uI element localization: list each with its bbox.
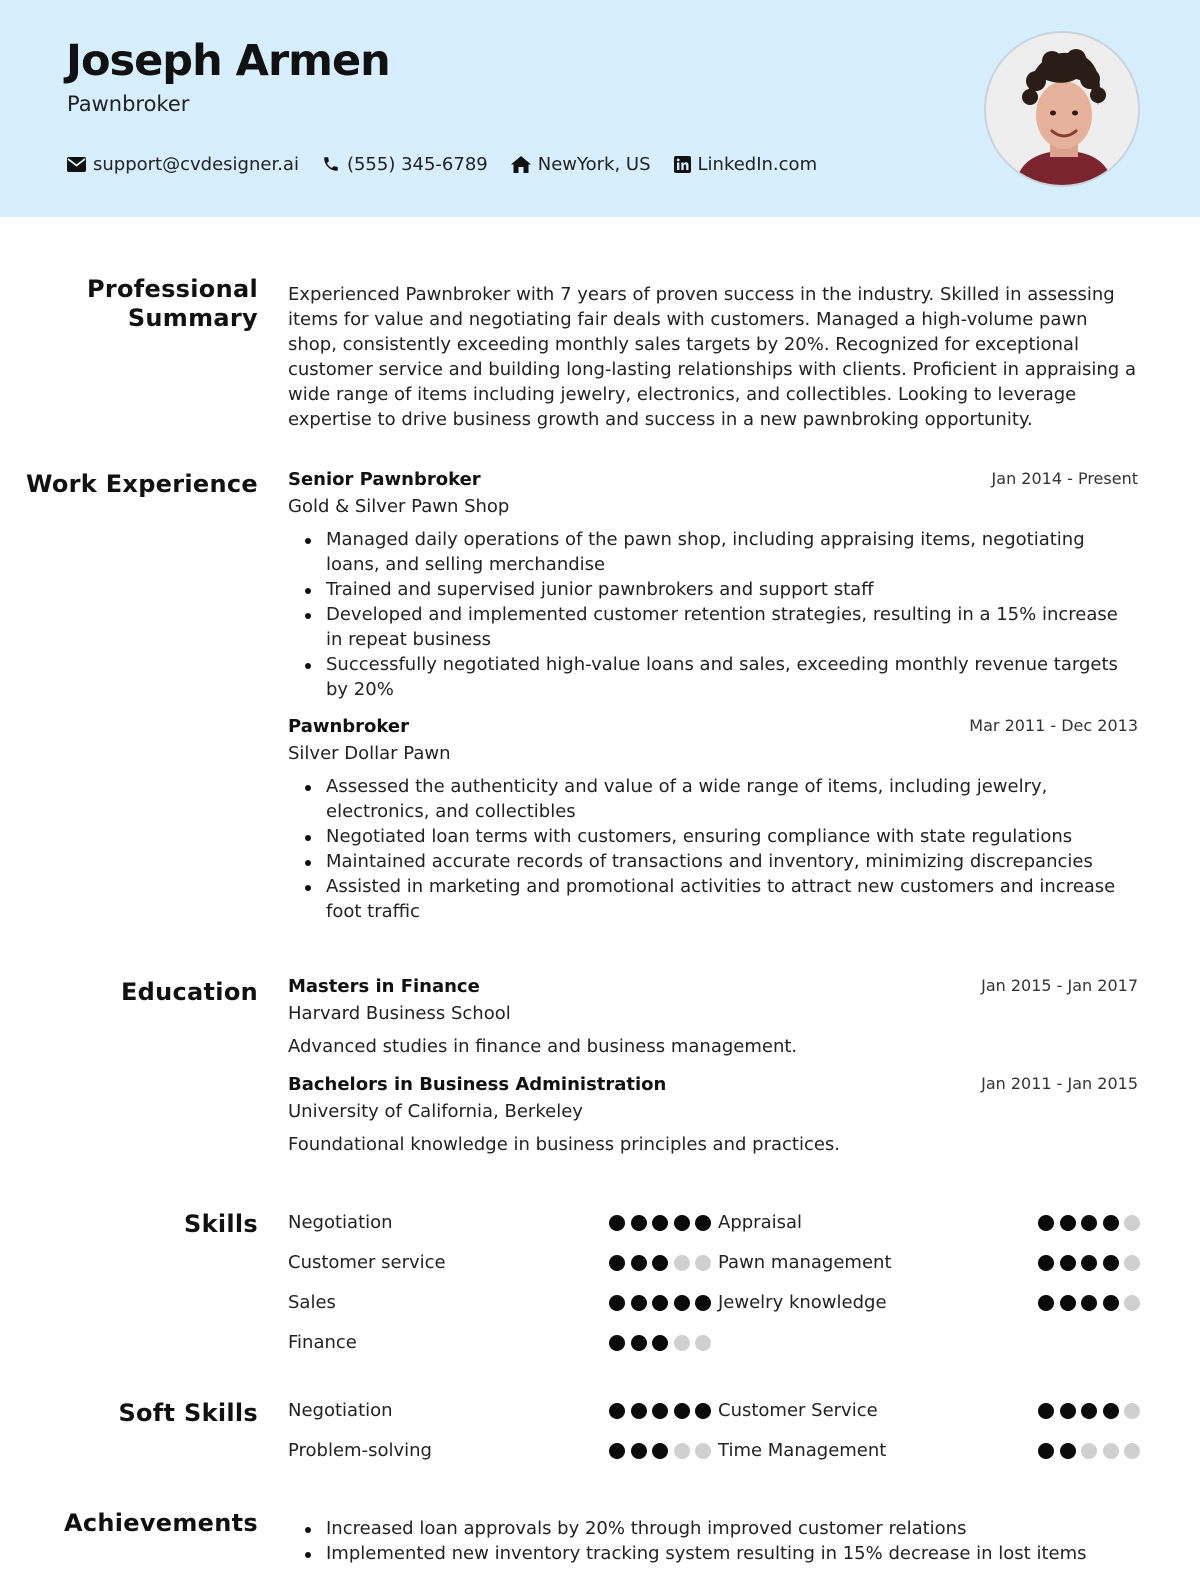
rating-dot-empty (1124, 1295, 1140, 1311)
skill-name: Negotiation (288, 1212, 393, 1233)
rating-dot-filled (1103, 1403, 1119, 1419)
job-dates: Mar 2011 - Dec 2013 (969, 716, 1138, 735)
rating-dot-empty (674, 1335, 690, 1351)
rating-dot-filled (674, 1403, 690, 1419)
section-title-skills: Skills (183, 1210, 258, 1238)
skill-name: Sales (288, 1292, 336, 1313)
rating-dot-filled (1060, 1443, 1076, 1459)
linkedin-icon (674, 156, 691, 173)
rating-dot-filled (1103, 1215, 1119, 1231)
rating-dot-filled (1060, 1295, 1076, 1311)
location-text: NewYork, US (537, 153, 651, 175)
rating-dot-empty (1124, 1255, 1140, 1271)
soft-skill-rating (609, 1443, 717, 1459)
rating-dot-filled (652, 1215, 668, 1231)
rating-dot-filled (674, 1295, 690, 1311)
education-entry (288, 976, 1138, 1059)
degree-title: Masters in Finance (288, 976, 480, 997)
rating-dot-filled (1038, 1443, 1054, 1459)
rating-dot-filled (652, 1255, 668, 1271)
rating-dot-filled (631, 1295, 647, 1311)
skill-rating (1038, 1295, 1146, 1311)
achievement-item: Increased loan approvals by 20% through improved customer relations (326, 1516, 1138, 1541)
rating-dot-filled (609, 1215, 625, 1231)
rating-dot-filled (1038, 1295, 1054, 1311)
rating-dot-empty (695, 1255, 711, 1271)
skill-name: Jewelry knowledge (718, 1292, 887, 1313)
school-name: University of California, Berkeley (288, 1101, 583, 1122)
degree-dates: Jan 2015 - Jan 2017 (981, 976, 1138, 995)
school-name: Harvard Business School (288, 1003, 511, 1024)
rating-dot-filled (1038, 1255, 1054, 1271)
skill-name: Pawn management (718, 1252, 892, 1273)
rating-dot-filled (1060, 1403, 1076, 1419)
experience-entry (288, 469, 1138, 702)
education-entry (288, 1074, 1138, 1157)
soft-skill-name: Negotiation (288, 1400, 393, 1421)
rating-dot-filled (1103, 1255, 1119, 1271)
rating-dot-filled (652, 1403, 668, 1419)
profile-photo-illustration (986, 33, 1140, 187)
soft-skill-name: Time Management (718, 1440, 887, 1461)
email-text: support@cvdesigner.ai (93, 153, 299, 175)
job-bullet: Negotiated loan terms with customers, ensuring compliance with state regulations (326, 824, 1138, 849)
rating-dot-filled (631, 1255, 647, 1271)
rating-dot-filled (631, 1215, 647, 1231)
experience-list (288, 469, 1138, 924)
job-bullet: Assisted in marketing and promotional activities to attract new customers and increase foot traffic (326, 874, 1138, 924)
rating-dot-filled (652, 1335, 668, 1351)
section-title-achievements: Achievements (63, 1509, 258, 1537)
linkedin-text: LinkedIn.com (697, 153, 818, 175)
rating-dot-filled (1081, 1255, 1097, 1271)
contact-bar (67, 151, 840, 177)
skill-rating (1038, 1255, 1146, 1271)
rating-dot-empty (1124, 1443, 1140, 1459)
rating-dot-filled (631, 1335, 647, 1351)
phone-text: (555) 345-6789 (346, 153, 488, 175)
profile-photo (984, 31, 1140, 187)
section-title-experience: Work Experience (25, 470, 258, 498)
skill-rating (609, 1215, 717, 1231)
rating-dot-filled (674, 1215, 690, 1231)
contact-linkedin[interactable] (674, 154, 818, 175)
skill-rating (609, 1335, 717, 1351)
section-title-education: Education (120, 978, 258, 1006)
job-bullet: Managed daily operations of the pawn shop, including appraising items, negotiating loans, and selling merchandise (326, 527, 1138, 577)
candidate-name: Joseph Armen (66, 36, 390, 86)
rating-dot-filled (695, 1295, 711, 1311)
job-dates: Jan 2014 - Present (991, 469, 1138, 488)
envelope-icon (67, 157, 86, 172)
rating-dot-filled (1060, 1215, 1076, 1231)
section-title-summary: Professional Summary (86, 275, 258, 332)
degree-dates: Jan 2011 - Jan 2015 (981, 1074, 1138, 1093)
rating-dot-empty (1124, 1215, 1140, 1231)
job-position: Senior Pawnbroker (288, 469, 481, 490)
job-bullet: Maintained accurate records of transactions and inventory, minimizing discrepancies (326, 849, 1138, 874)
degree-title: Bachelors in Business Administration (288, 1074, 667, 1095)
soft-skill-rating (1038, 1403, 1146, 1419)
rating-dot-filled (1081, 1215, 1097, 1231)
rating-dot-filled (1103, 1295, 1119, 1311)
skills-grid (288, 1210, 1138, 1370)
achievements-list (288, 1516, 1138, 1566)
rating-dot-filled (695, 1403, 711, 1419)
job-position: Pawnbroker (288, 716, 409, 737)
rating-dot-empty (1124, 1403, 1140, 1419)
contact-location (511, 154, 651, 175)
skill-rating (1038, 1215, 1146, 1231)
skill-name: Customer service (288, 1252, 446, 1273)
job-bullet: Developed and implemented customer retention strategies, resulting in a 15% increase in repeat business (326, 602, 1138, 652)
phone-icon (322, 155, 340, 173)
soft-skill-rating (1038, 1443, 1146, 1459)
rating-dot-empty (674, 1443, 690, 1459)
section-title-soft-skills: Soft Skills (118, 1399, 258, 1427)
rating-dot-empty (1081, 1443, 1097, 1459)
summary-text: Experienced Pawnbroker with 7 years of proven success in the industry. Skilled in assessing items for value and negotiating fair deals with customers. Managed a high-volume pawn shop, consistently exceeding monthly sales targets by 20%. Recognized for exceptional customer service and building long-lasting relationships with clients. Proficient in appraising a wide range of items including jewelry, electronics, and collectibles. Looking to leverage expertise to drive business growth and success in a new pawnbroking opportunity. (288, 284, 1136, 430)
rating-dot-filled (609, 1255, 625, 1271)
soft-skill-rating (609, 1403, 717, 1419)
rating-dot-filled (1038, 1215, 1054, 1231)
rating-dot-empty (674, 1255, 690, 1271)
rating-dot-filled (652, 1443, 668, 1459)
job-company: Silver Dollar Pawn (288, 743, 451, 764)
soft-skills-grid (288, 1398, 1138, 1478)
skill-rating (609, 1255, 717, 1271)
job-bullet: Trained and supervised junior pawnbrokers and support staff (326, 577, 1138, 602)
rating-dot-filled (652, 1295, 668, 1311)
rating-dot-filled (609, 1443, 625, 1459)
rating-dot-filled (1038, 1403, 1054, 1419)
soft-skill-name: Problem-solving (288, 1440, 432, 1461)
rating-dot-filled (631, 1443, 647, 1459)
rating-dot-empty (1103, 1443, 1119, 1459)
rating-dot-filled (695, 1215, 711, 1231)
rating-dot-empty (695, 1443, 711, 1459)
rating-dot-filled (1081, 1403, 1097, 1419)
degree-description: Foundational knowledge in business principles and practices. (288, 1134, 841, 1155)
education-list (288, 976, 1138, 1157)
job-bullet: Assessed the authenticity and value of a wide range of items, including jewelry, electronics, and collectibles (326, 774, 1138, 824)
soft-skill-name: Customer Service (718, 1400, 878, 1421)
rating-dot-empty (695, 1335, 711, 1351)
contact-phone[interactable] (322, 154, 488, 175)
job-bullets (326, 527, 1138, 702)
rating-dot-filled (1060, 1255, 1076, 1271)
header-banner (0, 0, 1200, 217)
home-icon (511, 156, 531, 173)
rating-dot-filled (631, 1403, 647, 1419)
job-title: Pawnbroker (67, 92, 190, 116)
job-company: Gold & Silver Pawn Shop (288, 496, 510, 517)
rating-dot-filled (609, 1295, 625, 1311)
skill-name: Appraisal (718, 1212, 803, 1233)
skill-name: Finance (288, 1332, 357, 1353)
job-bullets (326, 774, 1138, 924)
experience-entry (288, 716, 1138, 924)
rating-dot-filled (609, 1403, 625, 1419)
rating-dot-filled (1081, 1295, 1097, 1311)
contact-email[interactable] (67, 154, 299, 175)
achievement-item: Implemented new inventory tracking system resulting in 15% decrease in lost items (326, 1541, 1138, 1566)
rating-dot-filled (609, 1335, 625, 1351)
degree-description: Advanced studies in finance and business management. (288, 1036, 798, 1057)
skill-rating (609, 1295, 717, 1311)
job-bullet: Successfully negotiated high-value loans and sales, exceeding monthly revenue targets by 20% (326, 652, 1138, 702)
